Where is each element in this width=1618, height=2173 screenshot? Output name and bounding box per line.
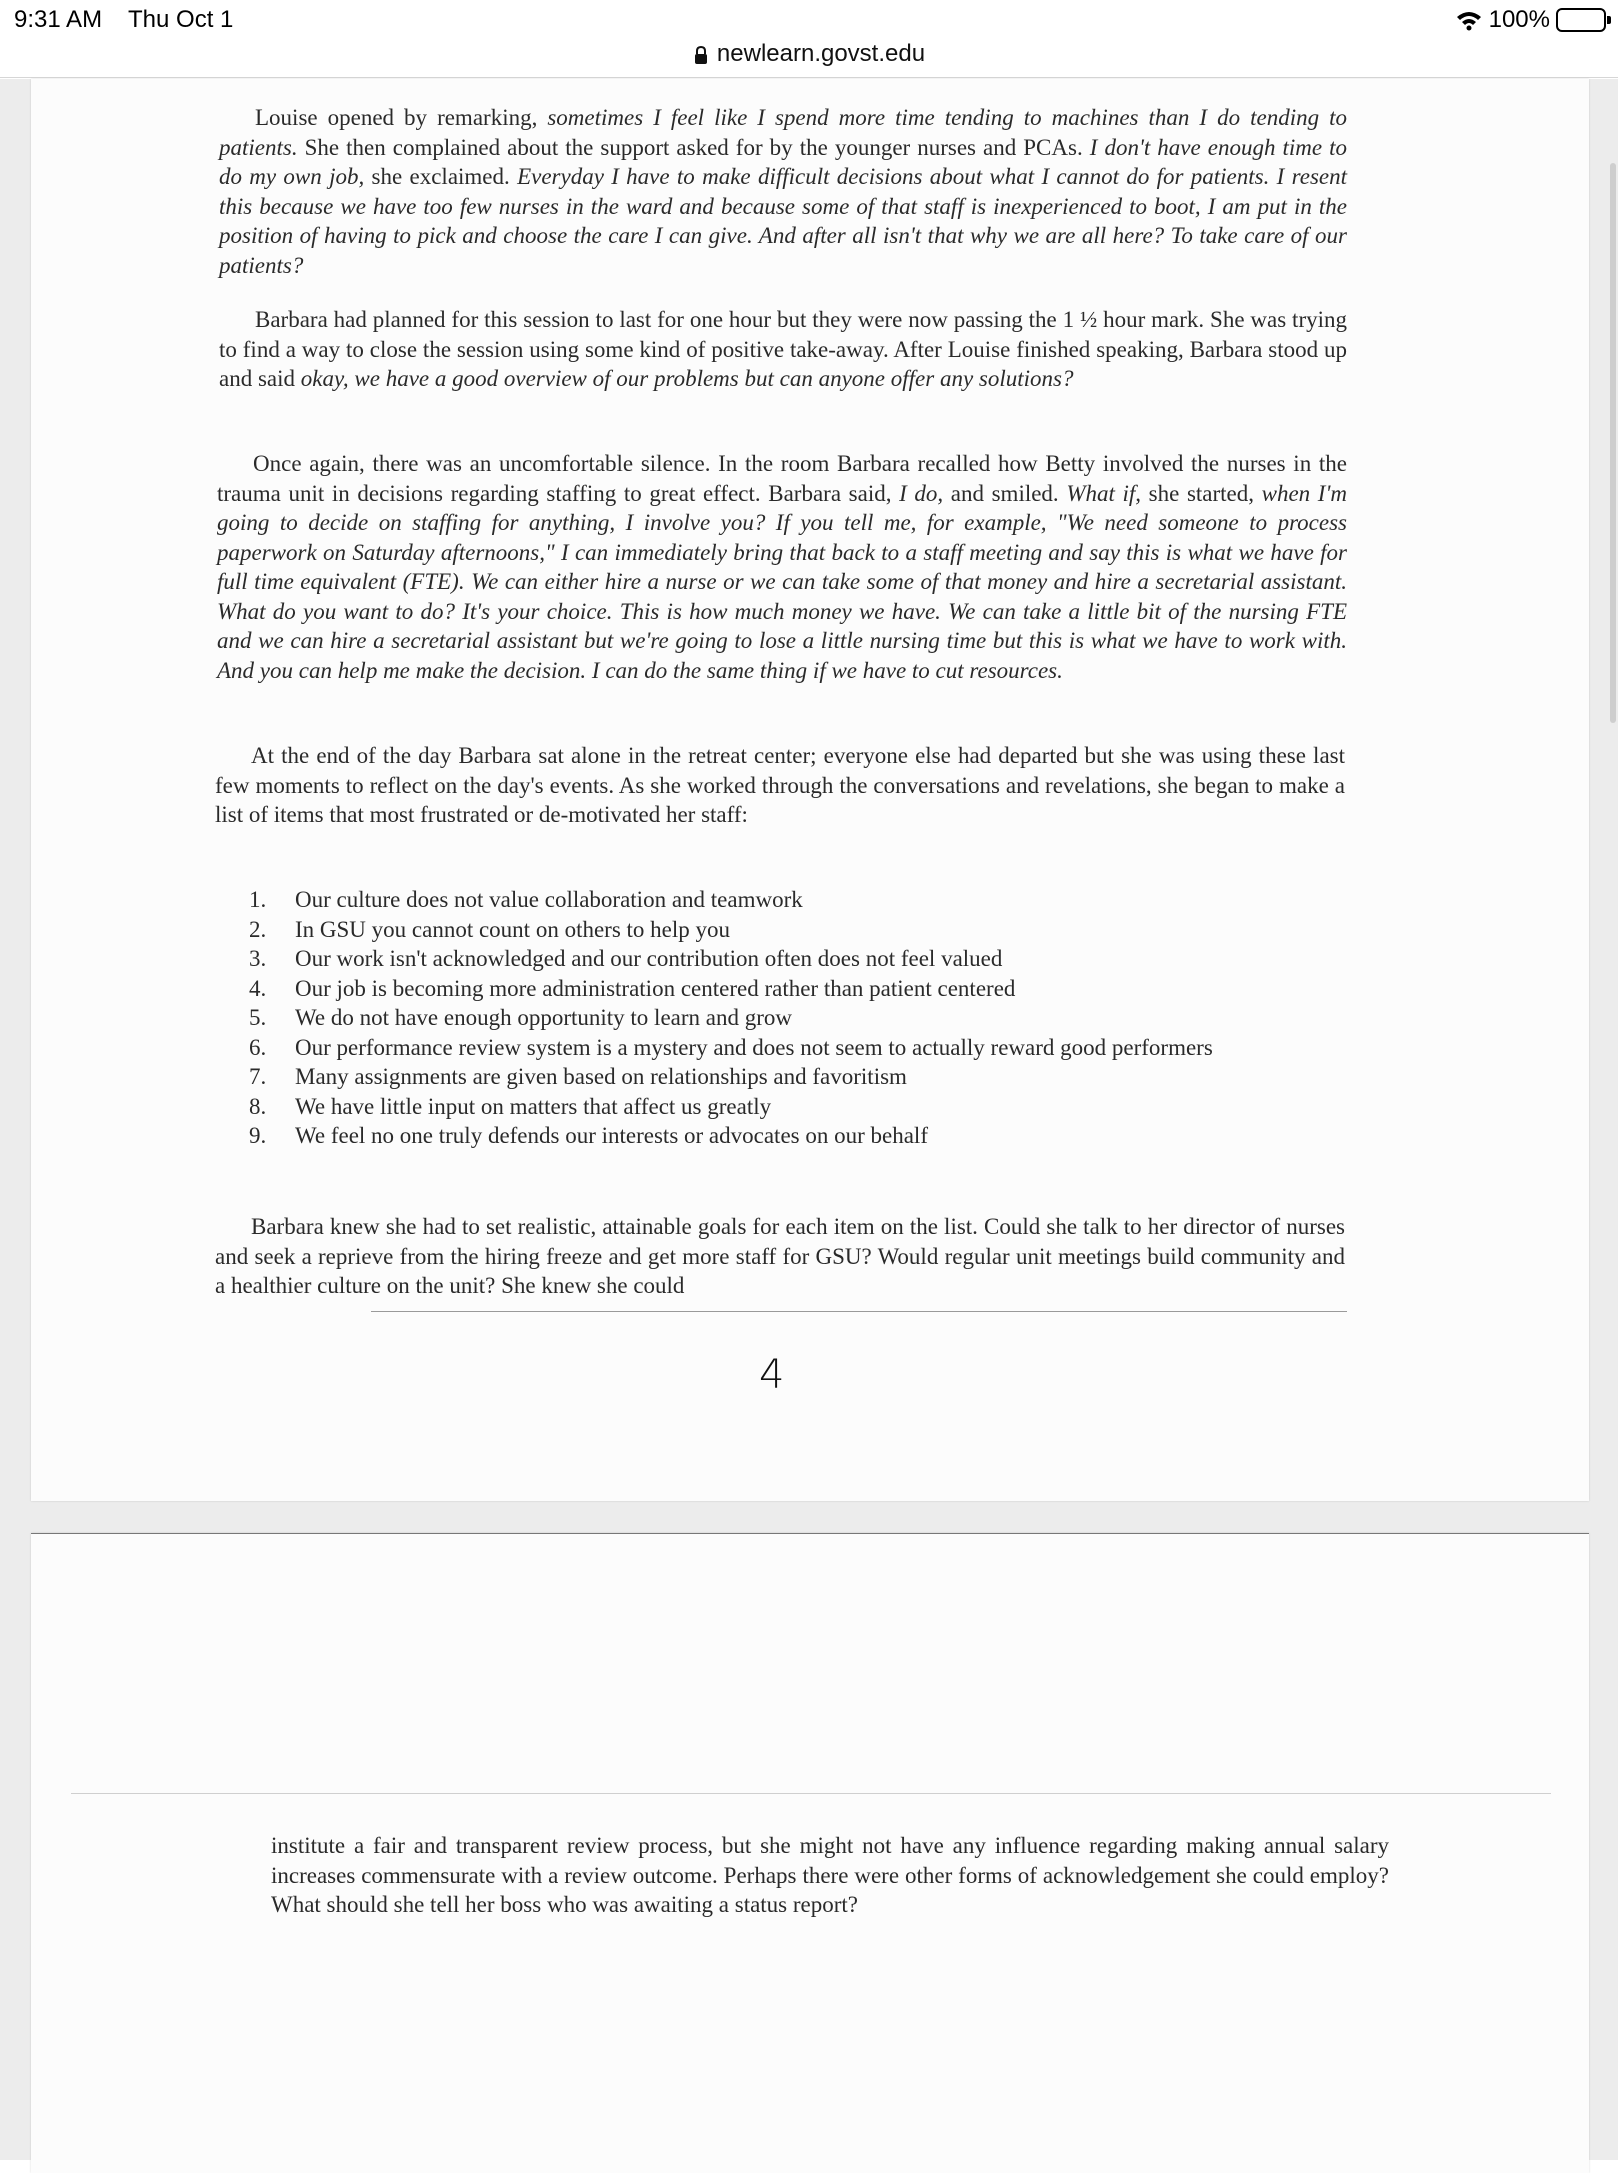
paragraph-barbara-session: Barbara had planned for this session to last for one hour but they were now passing the 1 ½ hour mark. She was trying to find a way to close the session using some kind of positive take-away. After Louise finished speaking, Barbara stood up and said okay, we have a good overview of our problems but can anyone offer any solutions? <box>219 307 1347 391</box>
status-bar <box>0 0 1618 42</box>
document-viewer[interactable] <box>0 79 1618 2160</box>
list-item: 1. Our culture does not value collaboration and teamwork <box>249 887 803 912</box>
document-page-5 <box>31 1533 1589 2173</box>
paragraph-review: institute a fair and transparent review process, but she might not have any influence regarding making annual salary increases commensurate with a review outcome. Perhaps there were other forms of acknowledgement she could employ? What should she tell her boss who was awaiting a status report? <box>271 1833 1389 1917</box>
status-time: 9:31 AM <box>14 6 103 33</box>
status-right <box>1455 6 1606 34</box>
list-item: 8. We have little input on matters that affect us greatly <box>249 1093 772 1119</box>
document-page-4 <box>31 79 1589 1501</box>
list-item: 5. We do not have enough opportunity to learn and grow <box>249 1005 793 1030</box>
paragraph-goals: Barbara knew she had to set realistic, attainable goals for each item on the list. Could she talk to her director of nurses and seek a reprieve from the hiring freeze and get more staff for GSU? Would regular unit meetings build community and a healthier culture on the unit? She knew she could <box>215 1214 1345 1298</box>
list-item: 7. Many assignments are given based on relationships and favoritism <box>249 1064 907 1089</box>
lock-icon <box>693 44 709 64</box>
page-header-rule <box>71 1793 1551 1794</box>
paragraph-solutions: Once again, there was an uncomfortable silence. In the room Barbara recalled how Betty involved the nurses in the trauma unit in decisions regarding staffing to great effect. Barbara said, I do, and smiled. What if, she started, when I'm going to decide on staffing for anything, I involve you? If you tell me, for example, "We need someone to process paperwork on Saturday afternoons," I can immediately bring that back to a staff meeting and say this is what we have for full time equivalent (FTE). We can either hire a nurse or we can take some of that money and hire a secretarial assistant. What do you want to do? It's your choice. This is how much money we have. We can take a little bit of the nursing FTE and we can hire a secretarial assistant but we're going to lose a little nursing time but this is what we have to work with. And you can help me make the decision. I can do the same thing if we have to cut resources. <box>217 451 1347 683</box>
list-item: 6. Our performance review system is a mystery and does not seem to actually reward good performers <box>249 1034 1213 1060</box>
paragraph-louise: Louise opened by remarking, sometimes I feel like I spend more time tending to machines than I do tending to patients. She then complained about the support asked for by the younger nurses and PCAs. I don't have enough time to do my own job, she exclaimed. Everyday I have to make difficult decisions about what I cannot do for patients. I resent this because we have too few nurses in the ward and because some of that staff is inexperienced to boot, I am put in the position of having to pick and choose the care I can give. And after all isn't that why we are all here? To take care of our patients? <box>219 105 1347 278</box>
status-date: Thu Oct 1 <box>128 6 234 33</box>
list-item: 4. Our job is becoming more administration centered rather than patient centered <box>249 975 1016 1001</box>
scrollbar[interactable] <box>1610 163 1616 723</box>
page-number: 4 <box>759 1352 785 1398</box>
list-item: 3. Our work isn't acknowledged and our contribution often does not feel valued <box>249 946 1003 971</box>
frustrations-list <box>249 885 1345 1151</box>
wifi-icon <box>1455 9 1483 31</box>
paragraph-retreat: At the end of the day Barbara sat alone in the retreat center; everyone else had departed but she was using these last few moments to reflect on the day's events. As she worked through the conversations and revelations, she began to make a list of items that most frustrated or de-motivated her staff: <box>215 743 1345 827</box>
list-item: 9. We feel no one truly defends our interests or advocates on our behalf <box>249 1123 928 1148</box>
footer-rule <box>371 1311 1347 1312</box>
battery-icon <box>1556 8 1606 32</box>
battery-percent: 100% <box>1488 6 1550 33</box>
url-text[interactable]: newlearn.govst.edu <box>716 40 926 67</box>
page-top-edge <box>31 1533 1589 1534</box>
address-bar[interactable] <box>0 38 1618 78</box>
list-item: 2. In GSU you cannot count on others to help you <box>249 916 731 942</box>
